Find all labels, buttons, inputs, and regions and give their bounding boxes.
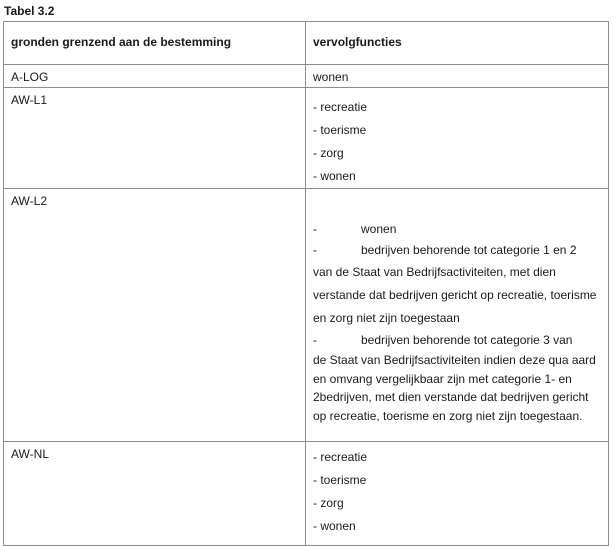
list-item: - toerisme [313, 123, 367, 137]
functions-cell [306, 442, 609, 546]
functions-list [313, 442, 608, 538]
item-text: wonen [361, 222, 397, 236]
list-item: - wonen [313, 169, 356, 183]
zone-code-cell [4, 442, 306, 546]
header-succession-functions: vervolgfuncties [306, 22, 609, 65]
zone-code-cell [4, 88, 306, 189]
functions-list [313, 88, 608, 188]
table-row [4, 442, 609, 546]
table-header-row [4, 22, 609, 65]
dash-marker: - [313, 222, 317, 236]
list-item: - wonen [313, 519, 356, 533]
dash-marker: - [313, 243, 317, 257]
table-row [4, 65, 609, 88]
list-item: - zorg [313, 146, 344, 160]
list-item [313, 330, 602, 351]
table-row [4, 189, 609, 442]
table-caption: Tabel 3.2 [4, 4, 55, 18]
zone-code: AW-L1 [11, 93, 48, 107]
header-adjacent-grounds: gronden grenzend aan de bestemming [4, 22, 306, 65]
succession-functions-table [3, 21, 609, 546]
zone-code: AW-NL [11, 447, 50, 461]
list-item: - toerisme [313, 473, 367, 487]
functions-cell [306, 189, 609, 442]
list-item: - zorg [313, 496, 344, 510]
list-item [313, 219, 602, 240]
zone-code: AW-L2 [11, 194, 48, 208]
zone-code-cell [4, 189, 306, 442]
functions-text [313, 189, 608, 425]
item-continuation: de Staat van Bedrijfsactiviteiten indien deze qua aard en omvang vergelijkbaar zijn met categorie 1- en 2bedrijven, met dien verstande dat bedrijven gericht op recreatie, toerisme en zorg niet zijn toegestaan. [313, 353, 596, 423]
zone-code-cell: A-LOG [4, 65, 306, 88]
functions-cell: wonen [306, 65, 609, 88]
list-item: - recreatie [313, 450, 368, 464]
list-item: - recreatie [313, 100, 368, 114]
item-text: bedrijven behorende tot categorie 1 en 2 [361, 243, 577, 257]
functions-cell [306, 88, 609, 189]
item-text: bedrijven behorende tot categorie 3 van [361, 333, 573, 347]
dash-marker: - [313, 333, 317, 347]
list-item [313, 240, 602, 261]
table-row [4, 88, 609, 189]
item-continuation: van de Staat van Bedrijfsactiviteiten, met dien verstande dat bedrijven gericht op recreatie, toerisme en zorg niet zijn toegestaan [313, 265, 597, 325]
